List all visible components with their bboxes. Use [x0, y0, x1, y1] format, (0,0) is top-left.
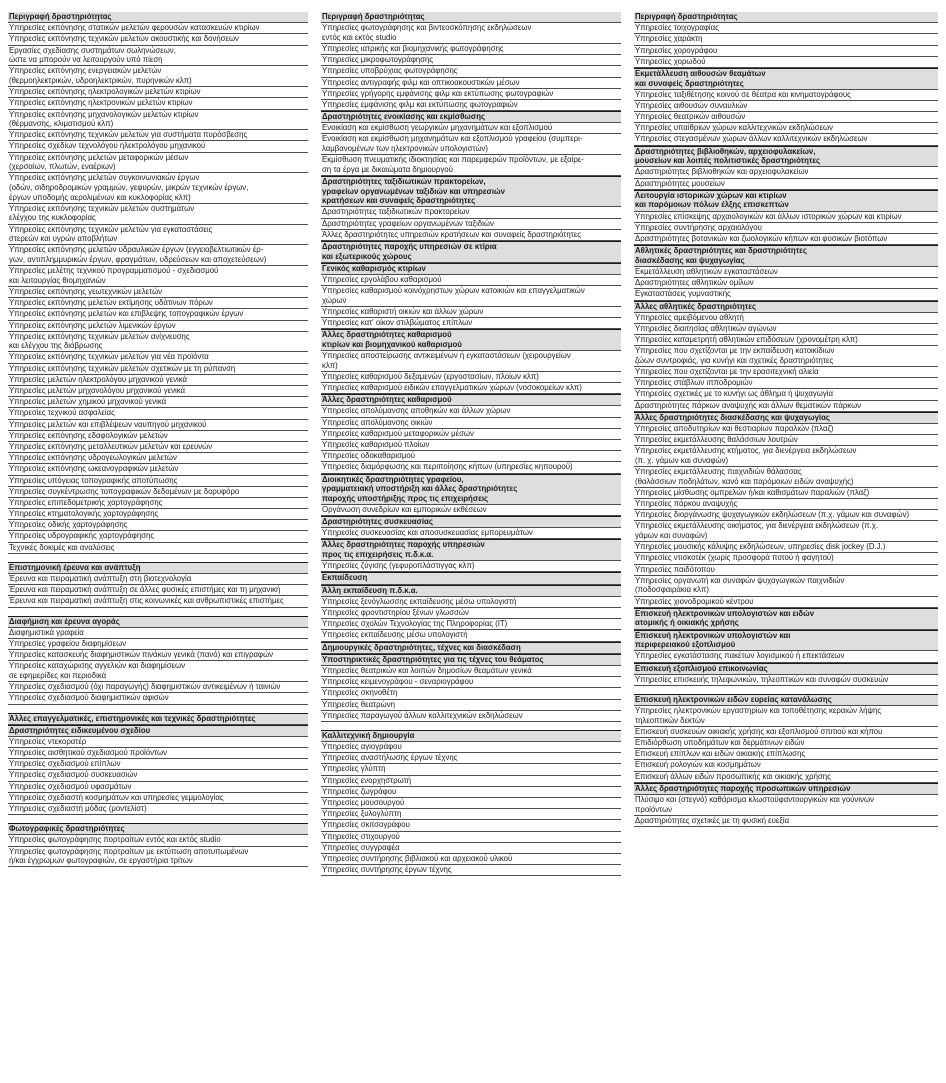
- activity-row: Υπηρεσίες επίσκεψης αρχαιολογικών και άλλων ιστορικών χώρων και κτιρίων: [634, 212, 938, 223]
- activity-row: Υπηρεσίες καθαρισμού πλοίων: [321, 440, 621, 451]
- activity-row: Υπηρεσίες οδικής χαρτογράφησης: [8, 520, 308, 531]
- activity-row: Υπηρεσίες υπαίθριων χώρων καλλιτεχνικών εκδηλώσεων: [634, 123, 938, 134]
- column-header: Περιγραφή δραστηριότητας: [321, 12, 621, 23]
- activity-row: Υπηρεσίες αιθουσών συναυλιών: [634, 101, 938, 112]
- activity-row: Υπηρεσίες εκμετάλλευσης κτήματος, για διενέργεια εκδηλώσεων (π. χ. γάμων και συναφών): [634, 446, 938, 467]
- activity-row: Υπηρεσίες συντήρησης βιβλιακού και αρχειακού υλικού: [321, 854, 621, 865]
- activity-row: Υπηρεσίες καθαρισμού δεξαμενών (εργοστασίων, πλοίων κλπ): [321, 372, 621, 383]
- activity-row: Υπηρεσίες κατασκευής διαφημιστικών πινάκων γενικά (πανό) και επιγραφών: [8, 650, 308, 661]
- activity-row: Υπηρεσίες μελετών και επιβλέψεων ναυπηγού μηχανικού: [8, 420, 308, 431]
- activity-row: Επισκευή συσκευών οικιακής χρήσης και εξοπλισμού σπιτιού και κήπου: [634, 727, 938, 738]
- activity-row: Υπηρεσίες εκπόνησης τεχνικών μελετών για εγκαταστάσεις στερεών και υγρών αποβλήτων: [8, 225, 308, 246]
- activity-row: Υπηρεσίες εκπόνησης μελετών μεταφορικών μέσων (χερσαίων, πλωτών, εναέριων): [8, 153, 308, 174]
- activity-row: Υπηρεσίες εκπόνησης μελετών λιμενικών έργων: [8, 321, 308, 332]
- activity-row: Υπηρεσίες υποβρύχιας φωτογράφησης: [321, 66, 621, 77]
- activity-row: Υπηρεσίες εκπόνησης υδρογεωλογικών μελετών: [8, 453, 308, 464]
- activity-row: Υπηρεσίες ξυλογλύπτη: [321, 809, 621, 820]
- activity-row: Υπηρεσίες χορωδού: [634, 57, 938, 68]
- activity-row: Υπηρεσίες φωτογράφησης και βιντεοσκόπησης εκδηλώσεων εντός και εκτός studio: [321, 23, 621, 44]
- column-right: [634, 12, 938, 827]
- section-heading: Δραστηριότητες ειδικευμένου σχεδίου: [8, 725, 308, 737]
- activity-row: Δραστηριότητες βιβλιοθηκών και αρχειοφυλακείων: [634, 167, 938, 178]
- activity-row: Υπηρεσίες τοιχογραφίας: [634, 23, 938, 34]
- activity-row: Υπηρεσίες εκπόνησης ηλεκτρολογικών μελετών κτιρίων: [8, 87, 308, 98]
- activity-row: Υπηρεσίες μελετών χημικού μηχανικού γενικά: [8, 397, 308, 408]
- activity-row: Υπηρεσίες αγιογράφου: [321, 742, 621, 753]
- activity-row: Υπηρεσίες που σχετίζονται με την ερασιτεχνική αλιεία: [634, 367, 938, 378]
- activity-row: Τεχνικές δοκιμές και αναλύσεις: [8, 543, 308, 554]
- column-header: Περιγραφή δραστηριότητας: [8, 12, 308, 23]
- activity-row: Υπηρεσίες απολύμανσης αποθηκών και άλλων χώρων: [321, 406, 621, 417]
- section-heading: Επισκευή ηλεκτρονικών υπολογιστών και ειδών ατομικής ή οικιακής χρήσης: [634, 608, 938, 630]
- activity-row: Υπηρεσίες εκπόνησης στατικών μελετών φερουσών κατασκευών κτιρίων: [8, 23, 308, 34]
- activity-row: Υπηρεσίες θεατρώνη: [321, 700, 621, 711]
- activity-row: Υπηρεσίες εκπόνησης τεχνικών μελετών για συστήματα πυρόσβεσης: [8, 130, 308, 141]
- activity-row: Υπηρεσίες μικροφωτογράφησης: [321, 55, 621, 66]
- activity-row: Υπηρεσίες κτηματολογικής χαρτογράφησης: [8, 509, 308, 520]
- activity-row: Υπηρεσίες σχολών Τεχνολογίας της Πληροφορίας (IT): [321, 619, 621, 630]
- activity-row: Υπηρεσίες υπόγειας τοπογραφικής αποτύπωσης: [8, 476, 308, 487]
- section-heading: Αθλητικές δραστηριότητες και δραστηριότητες διασκέδασης και ψυχαγωγίας: [634, 245, 938, 267]
- activity-row: Υπηρεσίες καθαρισμού ειδικών επαγγελματικών χώρων (νοσοκομείων κλπ): [321, 383, 621, 394]
- activity-row: Υπηρεσίες εκπόνησης ενεργειακών μελετών (θερμοηλεκτρικών, υδροηλεκτρικών, πυρηνικών κλπ): [8, 66, 308, 87]
- activity-row: Διαφημιστικά γραφεία: [8, 628, 308, 639]
- activity-row: Υπηρεσίες εκπόνησης μελετών και επιβλεψης τοπογραφικών έργων: [8, 309, 308, 320]
- activity-row: Υπηρεσίες εκπόνησης γεωτεχνικών μελετών: [8, 287, 308, 298]
- activity-row: Υπηρεσίες εκπόνησης τεχνικών μελετών σχετικών με τη ρύπανση: [8, 364, 308, 375]
- activity-row: Ενοικίαση και εκμίσθωση μηχανημάτων και εξοπλισμού γραφείου (συμπερι- λαμβανομένων των ηλεκτρονικών υπολογιστών): [321, 134, 621, 155]
- activity-row: Υπηρεσίες μουσουργού: [321, 798, 621, 809]
- activity-row: Έρευνα και πειραματική ανάπτυξη στη βιοτεχνολογία: [8, 574, 308, 585]
- column-left: [8, 12, 308, 867]
- section-heading: Επισκευή ηλεκτρονικών υπολογιστών και περιφερειακού εξοπλισμού: [634, 630, 938, 652]
- activity-row: Υπηρεσίες καθαρισμού μεταφορικών μέσων: [321, 429, 621, 440]
- activity-row: Υπηρεσίες αντιγραφής φιλμ και οπτικοακουστικών μέσων: [321, 78, 621, 89]
- activity-row: Υπηρεσίες που σχετίζονται με την εκπαίδευση κατοικίδιων ζώων συντροφιάς, για κυνήγι και σχετικές δραστηριότητες: [634, 346, 938, 367]
- section-heading: Επισκευή εξοπλισμού επικοινωνίας: [634, 663, 938, 675]
- activity-row: Υπηρεσίες εκμετάλλευσης οικήματος, για διενέργεια εκδηλώσεων (π.χ. γάμων και συναφών): [634, 521, 938, 542]
- activity-row: Υπηρεσίες χαράκτη: [634, 34, 938, 45]
- activity-row: Υπηρεσίες εκπόνησης μελετών συγκοινωνιακών έργων (οδών, σιδηροδρομικών γραμμών, γεφυρών, μικρών τεχνικών έργων, έργων υποδομής αερολιμένων και κυκλοφορίας κλπ): [8, 173, 308, 203]
- activity-row: Υπηρεσίες θεατρικών αιθουσών: [634, 112, 938, 123]
- activity-row: Υπηρεσίες εκπαίδευσης μέσω υπολογιστή: [321, 630, 621, 641]
- activity-row: Υπηρεσίες μουσικής κάλυψης εκδηλώσεων, υπηρεσίες disk jockey (D.J.): [634, 542, 938, 553]
- section-heading: Άλλες δραστηριότητες καθαρισμού: [321, 394, 621, 406]
- activity-row: Υπηρεσίες θεατρικών και λοιπών δημοσίων θεαμάτων γενικά: [321, 666, 621, 677]
- activity-row: Υπηρεσίες απολύμανσης οικιών: [321, 418, 621, 429]
- section-heading: Άλλες αθλητικές δραστηριότητες: [634, 301, 938, 313]
- activity-row: Υπηρεσίες μελετών ηλεκτρολόγου μηχανικού γενικά: [8, 375, 308, 386]
- activity-row: Υπηρεσίες σχεδιασμού συσκευασιών: [8, 770, 308, 781]
- activity-row: Υπηρεσίες εκπόνησης μηχανολογικών μελετών κτιρίων (θέρμανσης, κλιματισμού κλπ): [8, 110, 308, 131]
- section-heading: Δημιουργικές δραστηριότητες, τέχνες και διασκέδαση: [321, 642, 621, 654]
- activity-row: Οργάνωση συνεδρίων και εμπορικών εκθέσεων: [321, 505, 621, 516]
- activity-row: Υπηρεσίες αμειβόμενου αθλητή: [634, 313, 938, 324]
- activity-row: Υπηρεσίες στάβλων ιπποδρομιών: [634, 378, 938, 389]
- activity-row: Υπηρεσίες αποδυτηρίων και θεστιαρίων παραλιών (πλαζ): [634, 424, 938, 435]
- activity-row: Υπηρεσίες ζωγράφου: [321, 787, 621, 798]
- section-heading: Καλλιτεχνική δημιουργία: [321, 730, 621, 742]
- activity-row: Υπηρεσίες σχεδιαστή μόδας (μοντελίστ): [8, 804, 308, 815]
- activity-row: Δραστηριότητες ταξιδιωτικών πρακτορείων: [321, 207, 621, 218]
- activity-row: Υπηρεσίες σχετικές με το κυνήγι ως άθλημα ή ψυχαγωγία: [634, 389, 938, 400]
- activity-row: Υπηρεσίες καθαριστή οικιών και άλλων χώρων: [321, 307, 621, 318]
- activity-row: Εργασίες σχεδίασης συστημάτων σωληνώσεων, ώστε να μπορούν να λειτουργούν υπό πίεση: [8, 46, 308, 67]
- section-heading: Διοικητικές δραστηριότητες γραφείου, γραμματειακή υποστήριξη και άλλες δραστηριότητες παροχής υποστήριξης προς τις επιχειρήσεις: [321, 474, 621, 505]
- section-heading: Δραστηριότητες βιβλιοθηκών, αρχειοφυλακείων, μουσείων και λοιπές πολιτιστικές δραστηριότητες: [634, 146, 938, 168]
- activity-row: Υπηρεσίες υδρογραφικής χαρτογράφησης: [8, 531, 308, 542]
- activity-row: Υπηρεσίες συντήρησης αρχαιολόγου: [634, 223, 938, 234]
- activity-row: Υπηρεσίες μελετών μηχανολόγου μηχανικού γενικά: [8, 386, 308, 397]
- activity-row: Υπηρεσίες καθαρισμού κοινόχρηστων χώρων κατοικιών και επαγγελματικών χώρων: [321, 286, 621, 307]
- activity-row: Υπηρεσίες χιονοδρομικού κέντρου: [634, 597, 938, 608]
- section-heading: Λειτουργία ιστορικών χώρων και κτιρίων και παρόμοιων πόλων έλξης επισκεπτών: [634, 190, 938, 212]
- section-heading: Επιστημονική έρευνα και ανάπτυξη: [8, 562, 308, 574]
- activity-row: Υπηρεσίες παραγωγού άλλων καλλιτεχνικών εκδηλώσεων: [321, 711, 621, 722]
- activity-row: Υπηρεσίες τεχνικού ασφαλείας: [8, 408, 308, 419]
- section-heading: Γενικός καθαρισμός κτιρίων: [321, 263, 621, 275]
- activity-row: Υπηρεσίες σχεδίων τεχνολόγου ηλεκτρολόγου μηχανικού: [8, 141, 308, 152]
- activity-row: Υπηρεσίες οργανωτή και συναφών ψυχαγωγικών παιχνιδιών (ποδοσφαιράκια κλπ): [634, 576, 938, 597]
- activity-row: Υπηρεσίες εκπόνησης μελετών υδραυλικών έργων (εγγειοβελτιωτικών έρ- γων, αντιπλημμυρικών έργων, φραγμάτων, υδρεύσεων και αποχετεύσεων): [8, 245, 308, 266]
- section-heading: Δραστηριότητες συσκευασίας: [321, 516, 621, 528]
- activity-row: Υπηρεσίες στεγασμένων χώρων άλλων καλλιτεχνικών εκδηλώσεων: [634, 134, 938, 145]
- activity-row: Υπηρεσίες εκμετάλλευσης παιχνιδιών θάλασσας (θαλάσσιων ποδηλάτων, κανό και παρόμοιων ειδών αναψυχής): [634, 467, 938, 488]
- activity-row: Υπηρεσίες ενορχηστρωτή: [321, 776, 621, 787]
- section-heading: Άλλες δραστηριότητες παροχής υπηρεσιών προς τις επιχειρήσεις π.δ.κ.α.: [321, 539, 621, 561]
- activity-row: Υπηρεσίες καταχώρισης αγγελιών και διαφημίσεων σε εφημερίδες και περιοδικά: [8, 661, 308, 682]
- section-heading: Υποστηρικτικές δραστηριότητες για τις τέχνες του θεάματος: [321, 654, 621, 666]
- activity-row: Υπηρεσίες σχεδιαστή κοσμημάτων και υπηρεσίες γεμμολογίας: [8, 793, 308, 804]
- activity-row: Υπηρεσίες συγγραφέα: [321, 843, 621, 854]
- activity-row: Υπηρεσίες εκπόνησης ηλεκτρονικών μελετών κτιρίων: [8, 98, 308, 109]
- activity-row: Υπηρεσίες κατ' οίκον στιλβώματος επίπλων: [321, 318, 621, 329]
- activity-row: Έρευνα και πειραματική ανάπτυξη σε άλλες φυσικές επιστήμες και τη μηχανική: [8, 585, 308, 596]
- activity-row: Υπηρεσίες σχεδιασμού επίπλων: [8, 759, 308, 770]
- section-heading: Άλλες δραστηριότητες καθαρισμού κτιρίων και βιομηχανικού καθαρισμού: [321, 329, 621, 351]
- activity-row: Υπηρεσίες γλύπτη: [321, 764, 621, 775]
- section-heading: Επισκευή ηλεκτρονικών ειδών ευρείας κατανάλωσης: [634, 694, 938, 706]
- activity-row: Υπηρεσίες πάρκου αναψυχής: [634, 499, 938, 510]
- activity-row: Υπηρεσίες συγκέντρωσης τοπογραφικών δεδομένων με δορυφόρο: [8, 487, 308, 498]
- activity-row: Υπηρεσίες εκπόνησης τεχνικών μελετών ανίχνευσης και ελέγχου της διάβρωσης: [8, 332, 308, 353]
- activity-row: Υπηρεσίες αναστήλωσης έργων τέχνης: [321, 753, 621, 764]
- activity-row: Υπηρεσίες ζύγισης (γεφυροπλάστιγγας κλπ): [321, 561, 621, 572]
- activity-row: Υπηρεσίες παιδότοπου: [634, 565, 938, 576]
- column-middle: [321, 12, 621, 876]
- activity-row: Δραστηριότητες σχετικές με τη φυσική ευεξία: [634, 816, 938, 827]
- activity-row: Υπηρεσίες σχεδιασμού διαφημιστικών αφισών: [8, 693, 308, 704]
- activity-row: Πλύσιμο και (στεγνό) καθάρισμα κλωστοϋφαντουργικών και γούνινων προϊόντων: [634, 795, 938, 816]
- section-heading: Εκπαίδευση: [321, 572, 621, 584]
- section-heading: Άλλες δραστηριότητες διασκέδασης και ψυχαγωγίας: [634, 412, 938, 424]
- activity-row: Υπηρεσίες ταξιθέτησης κοινού σε θέατρα και κινηματογράφους: [634, 90, 938, 101]
- section-heading: Άλλες δραστηριότητες παροχής προσωπικών υπηρεσιών: [634, 783, 938, 795]
- activity-row: Υπηρεσίες εκπόνησης ωκεανογραφικών μελετών: [8, 464, 308, 475]
- activity-row: Υπηρεσίες φωτογράφησης πορτραίτων εντός και εκτός studio: [8, 835, 308, 846]
- activity-row: Υπηρεσίες σκιτσογράφου: [321, 820, 621, 831]
- activity-row: Υπηρεσίες εργολάβου καθαρισμού: [321, 275, 621, 286]
- section-heading: Δραστηριότητες παροχής υπηρεσιών σε κτίρια και εξωτερικούς χώρους: [321, 241, 621, 263]
- activity-row: Υπηρεσίες ιατρικής και βιομηχανικής φωτογράφησης: [321, 44, 621, 55]
- activity-row: Ενοικίαση και εκμίσθωση γεωργικών μηχανημάτων και εξοπλισμού: [321, 123, 621, 134]
- activity-row: Δραστηριότητες βοτανικών και ζωολογικών κήπων και φυσικών βιοτόπων: [634, 234, 938, 245]
- activity-row: Υπηρεσίες διοργάνωσης ψυχαγωγικών εκδηλώσεων (π.χ. γάμων και συναφών): [634, 510, 938, 521]
- activity-row: Υπηρεσίες μελέτης τεχνικού προγραμματισμού - σχεδιασμού και λειτουργίας θιομηχανιών: [8, 266, 308, 287]
- activity-row: Υπηρεσίες γρήγορης εμφάνισης φιλμ και εκτύπωσης φωτογραφιών: [321, 89, 621, 100]
- activity-row: Υπηρεσίες εκπόνησης τεχνικών μελετών συστημάτων ελέγχου της κυκλοφορίας: [8, 204, 308, 225]
- activity-row: Υπηρεσίες αποστείρωσης αντικειμένων ή εγκαταστάσεων (χειρουργείων κλπ): [321, 351, 621, 372]
- activity-row: Υπηρεσίες χορογράφου: [634, 46, 938, 57]
- activity-row: Υπηρεσίες στιχουργού: [321, 832, 621, 843]
- section-heading: Δραστηριότητες ενοικίασης και εκμίσθωσης: [321, 111, 621, 123]
- activity-row: Υπηρεσίες εμφάνισης φιλμ και εκτύπωσης φωτογραφιών: [321, 100, 621, 111]
- section-heading: Άλλη εκπαίδευση π.δ.κ.α.: [321, 585, 621, 597]
- activity-row: Επισκευή επίπλων και ειδών οικιακής επίπλωσης: [634, 749, 938, 760]
- activity-row: Υπηρεσίες εκπόνησης μεταλλευτικών μελετών και ερευνών: [8, 442, 308, 453]
- activity-row: Υπηρεσίες ντισκοτέκ (χωρίς προσφορά ποτού ή φαγητού): [634, 553, 938, 564]
- activity-row: Εκμίσθωση πνευματικής ιδιοκτησίας και παρεμφερών προϊόντων, με εξαίρε- ση τα έργα με δικαιώματα δημιουργού: [321, 155, 621, 176]
- activity-row: Επισκευή ρολογιών και κοσμημάτων: [634, 760, 938, 771]
- activity-row: Έρευνα και πειραματική ανάπτυξη στις κοινωνικές και ανθρωπιστικές επιστήμες: [8, 596, 308, 607]
- activity-row: Εγκαταστάσεις γυμναστικής: [634, 289, 938, 300]
- activity-row: Δραστηριότητες πάρκων αναψυχής και άλλων θεματικών πάρκων: [634, 401, 938, 412]
- activity-row: Υπηρεσίες συσκευασίας και αποσυσκευασίας εμπορευμάτων: [321, 528, 621, 539]
- activity-row: Υπηρεσίες εκπόνησης μελετών εκτίμησης υδάτινων πόρων: [8, 298, 308, 309]
- column-header: Περιγραφή δραστηριότητας: [634, 12, 938, 23]
- activity-row: Υπηρεσίες οδοκαθαρισμού: [321, 451, 621, 462]
- activity-row: Δραστηριότητες μουσείων: [634, 179, 938, 190]
- section-heading: Διαφήμιση και έρευνα αγοράς: [8, 616, 308, 628]
- activity-row: Υπηρεσίες σχεδιασμού υφασμάτων: [8, 782, 308, 793]
- activity-row: Υπηρεσίες ηλεκτρονικών εργαστηρίων και τοποθέτησης κεραιών λήψης τηλεοπτικών δεκτών: [634, 706, 938, 727]
- section-heading: Άλλες επαγγελματικές, επιστημονικές και τεχνικές δραστηριότητες: [8, 713, 308, 725]
- activity-row: Επιδιόρθωση υποδημάτων και δερμάτινων ειδών: [634, 738, 938, 749]
- activity-row: Υπηρεσίες επιπεδομετρικής χαρτογράφησης: [8, 498, 308, 509]
- activity-row: Υπηρεσίες ντεκορατέρ: [8, 737, 308, 748]
- activity-row: Υπηρεσίες ξενόγλωσσης εκπαίδευσης μέσω υπολογιστή: [321, 597, 621, 608]
- activity-row: Υπηρεσίες καταμετρητή αθλητικών επιδόσεων (χρονομέτρη κλπ): [634, 335, 938, 346]
- activity-row: Άλλες δραστηριότητες υπηρεσιών κρατήσεων και συναφείς δραστηριότητες: [321, 230, 621, 241]
- activity-row: Υπηρεσίες μίσθωσης ομπρελών ή/και καθισμάτων παραλιών (πλαζ): [634, 488, 938, 499]
- activity-row: Υπηρεσίες εγκατάστασης πακέτων λογισμικού ή επεκτάσεων: [634, 651, 938, 662]
- activity-row: Επισκευή άλλων ειδών προσωπικής και οικιακής χρήσης: [634, 772, 938, 783]
- activity-row: Υπηρεσίες συντήρησης έργων τέχνης: [321, 865, 621, 876]
- activity-row: Υπηρεσίες φροντιστηρίου ξένων γλωσσών: [321, 608, 621, 619]
- activity-row: Υπηρεσίες σκηνοθέτη: [321, 688, 621, 699]
- activity-row: Εκμετάλλευση αθλητικών εγκαταστάσεων: [634, 267, 938, 278]
- activity-row: Υπηρεσίες σχεδιασμού (όχι παραγωγής) διαφημιστικών αντικειμένων ή ταινιών: [8, 682, 308, 693]
- activity-row: Δραστηριότητες γραφείων οργανωμένων ταξιδιών: [321, 219, 621, 230]
- section-heading: Δραστηριότητες ταξιδιωτικών πρακτορείων, γραφείων οργανωμένων ταξιδιών και υπηρεσιών κρατήσεων και συναφείς δραστηριότητες: [321, 176, 621, 207]
- activity-row: Υπηρεσίες αισθητικού σχεδιασμού προϊόντων: [8, 748, 308, 759]
- activity-row: Υπηρεσίες φωτογράφησης πορτραίτων με εκτύπωση αποτυπωμένων ή/και έγχρωμων φωτογραφιών, σε εργαστήρια τρίτων: [8, 847, 308, 868]
- activity-row: Υπηρεσίες εκπόνησης τεχνικών μελετών ακουστικής και δονήσεων: [8, 34, 308, 45]
- activity-row: Υπηρεσίες διαμόρφωσης και περιποίησης κήπων (υπηρεσίες κηπουρού): [321, 462, 621, 473]
- activity-row: Υπηρεσίες διαιτησίας αθλητικών αγώνων: [634, 324, 938, 335]
- activity-row: Υπηρεσίες γραφείου διαφημίσεων: [8, 639, 308, 650]
- activity-row: Υπηρεσίες κειμενογράφου - σεναριογράφου: [321, 677, 621, 688]
- activity-row: Υπηρεσίες εκμετάλλευσης θαλάσσιων λουτρών: [634, 435, 938, 446]
- activity-row: Υπηρεσίες επισκευής τηλεφωνικών, τηλεοπτικών και συναφών συσκευών: [634, 675, 938, 686]
- activity-row: Υπηρεσίες εκπόνησης εδαφολογικών μελετών: [8, 431, 308, 442]
- section-heading: Φωτογραφικές δραστηριότητες: [8, 823, 308, 835]
- activity-row: Υπηρεσίες εκπόνησης τεχνικών μελετών για νέα προϊόντα: [8, 352, 308, 363]
- activity-row: Δραστηριότητες αθλητικών ομίλων: [634, 278, 938, 289]
- section-heading: Εκμετάλλευση αιθουσών θεαμάτων και συναφείς δραστηριότητες: [634, 68, 938, 90]
